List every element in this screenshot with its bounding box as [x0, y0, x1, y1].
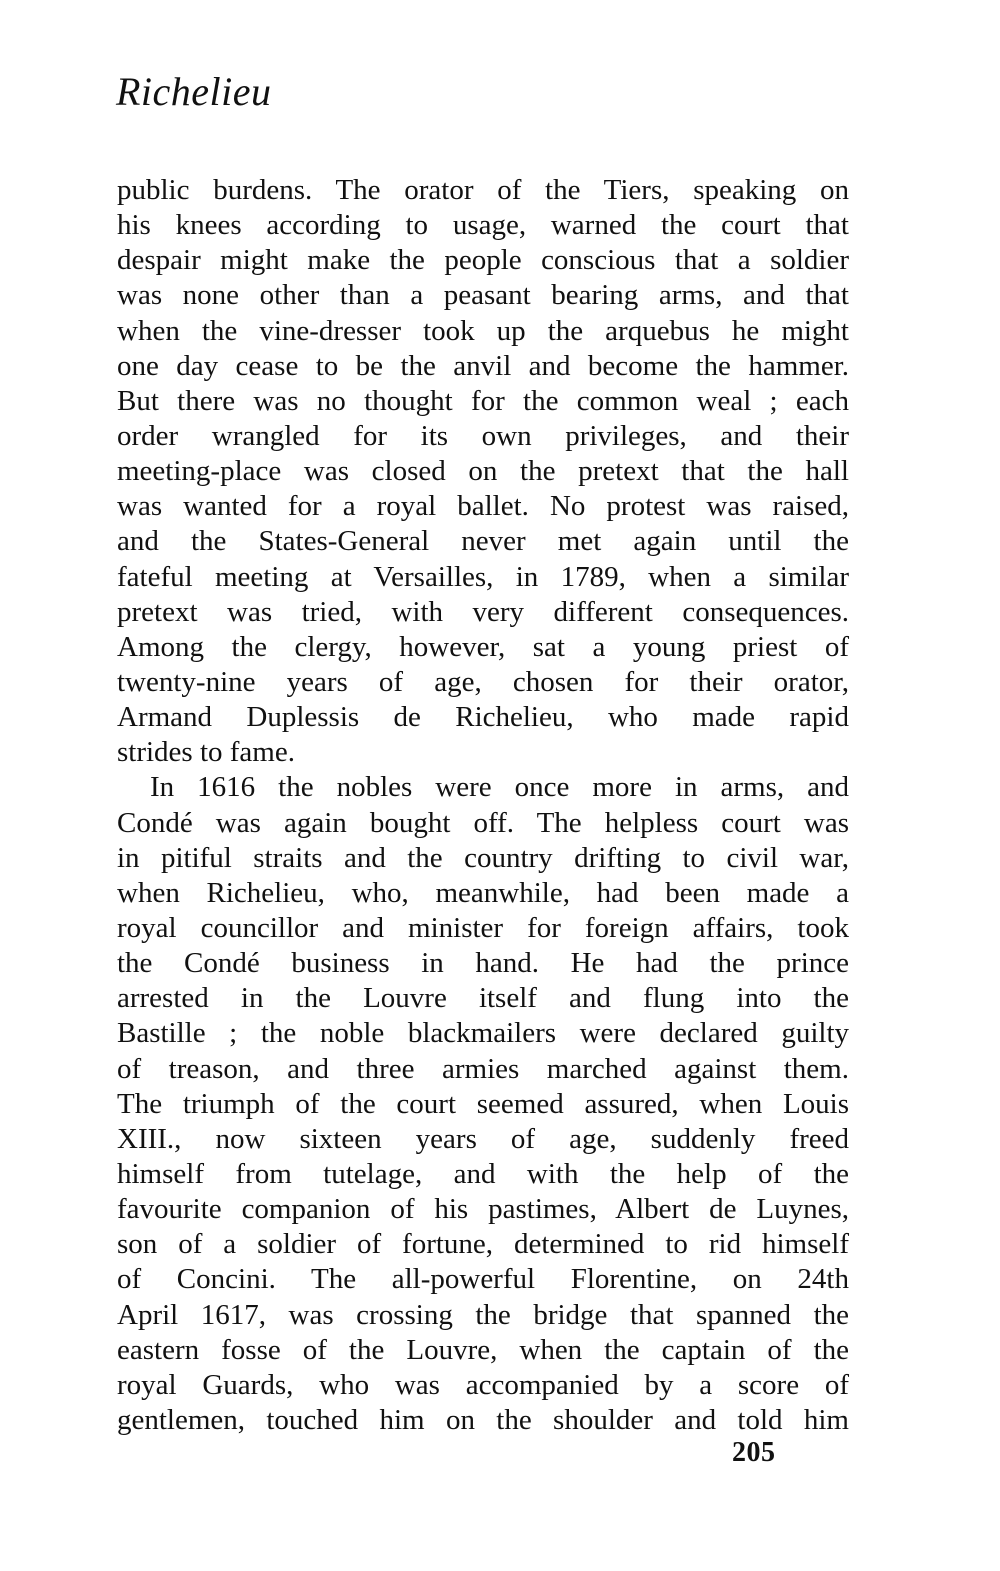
text-line: twenty-nine years of age, chosen for their orator, [117, 665, 849, 698]
text-line: son of a soldier of fortune, determined to rid himself [117, 1228, 849, 1261]
text-line: in pitiful straits and the country drifting to civil war, [117, 841, 849, 874]
paragraph-1 [117, 173, 849, 770]
text-line: was none other than a peasant bearing arms, and that [117, 279, 849, 312]
text-line: Bastille ; the noble blackmailers were declared guilty [117, 1017, 849, 1050]
text-line: was wanted for a royal ballet. No protest was raised, [117, 490, 849, 523]
text-line: himself from tutelage, and with the help of the [117, 1157, 849, 1190]
text-line: when Richelieu, who, meanwhile, had been made a [117, 876, 849, 909]
text-line: of Concini. The all-powerful Florentine, on 24th [117, 1263, 849, 1296]
text-line: of treason, and three armies marched against them. [117, 1052, 849, 1085]
text-line: Condé was again bought off. The helpless court was [117, 806, 849, 839]
text-line: eastern fosse of the Louvre, when the captain of the [117, 1333, 849, 1366]
text-line: favourite companion of his pastimes, Albert de Luynes, [117, 1193, 849, 1226]
page-number: 205 [732, 1437, 776, 1468]
text-line: In 1616 the nobles were once more in arms, and [150, 771, 849, 804]
text-line: XIII., now sixteen years of age, suddenly freed [117, 1122, 849, 1155]
text-line: fateful meeting at Versailles, in 1789, when a similar [117, 560, 849, 593]
text-line: the Condé business in hand. He had the prince [117, 947, 849, 980]
text-line: gentlemen, touched him on the shoulder and told him [117, 1403, 849, 1436]
text-line: when the vine-dresser took up the arquebus he might [117, 314, 849, 347]
text-line: order wrangled for its own privileges, and their [117, 419, 849, 452]
text-line: The triumph of the court seemed assured, when Louis [117, 1087, 849, 1120]
text-line: But there was no thought for the common weal ; each [117, 384, 849, 417]
text-line: and the States-General never met again until the [117, 525, 849, 558]
text-line: Armand Duplessis de Richelieu, who made rapid [117, 701, 849, 734]
text-line: April 1617, was crossing the bridge that spanned the [117, 1298, 849, 1331]
text-line: his knees according to usage, warned the court that [117, 209, 849, 242]
text-line: royal Guards, who was accompanied by a score of [117, 1368, 849, 1401]
paragraph-2 [117, 770, 849, 1438]
text-line: arrested in the Louvre itself and flung into the [117, 982, 849, 1015]
text-line: royal councillor and minister for foreign affairs, took [117, 911, 849, 944]
text-line: strides to fame. [117, 736, 295, 769]
text-line: despair might make the people conscious that a soldier [117, 244, 849, 277]
body-text [117, 173, 849, 1438]
text-line: pretext was tried, with very different consequences. [117, 595, 849, 628]
running-head: Richelieu [116, 69, 272, 114]
text-line: Among the clergy, however, sat a young priest of [117, 630, 849, 663]
text-line: meeting-place was closed on the pretext that the hall [117, 455, 849, 488]
text-line: one day cease to be the anvil and become the hammer. [117, 349, 849, 382]
text-line: public burdens. The orator of the Tiers, speaking on [117, 174, 849, 206]
